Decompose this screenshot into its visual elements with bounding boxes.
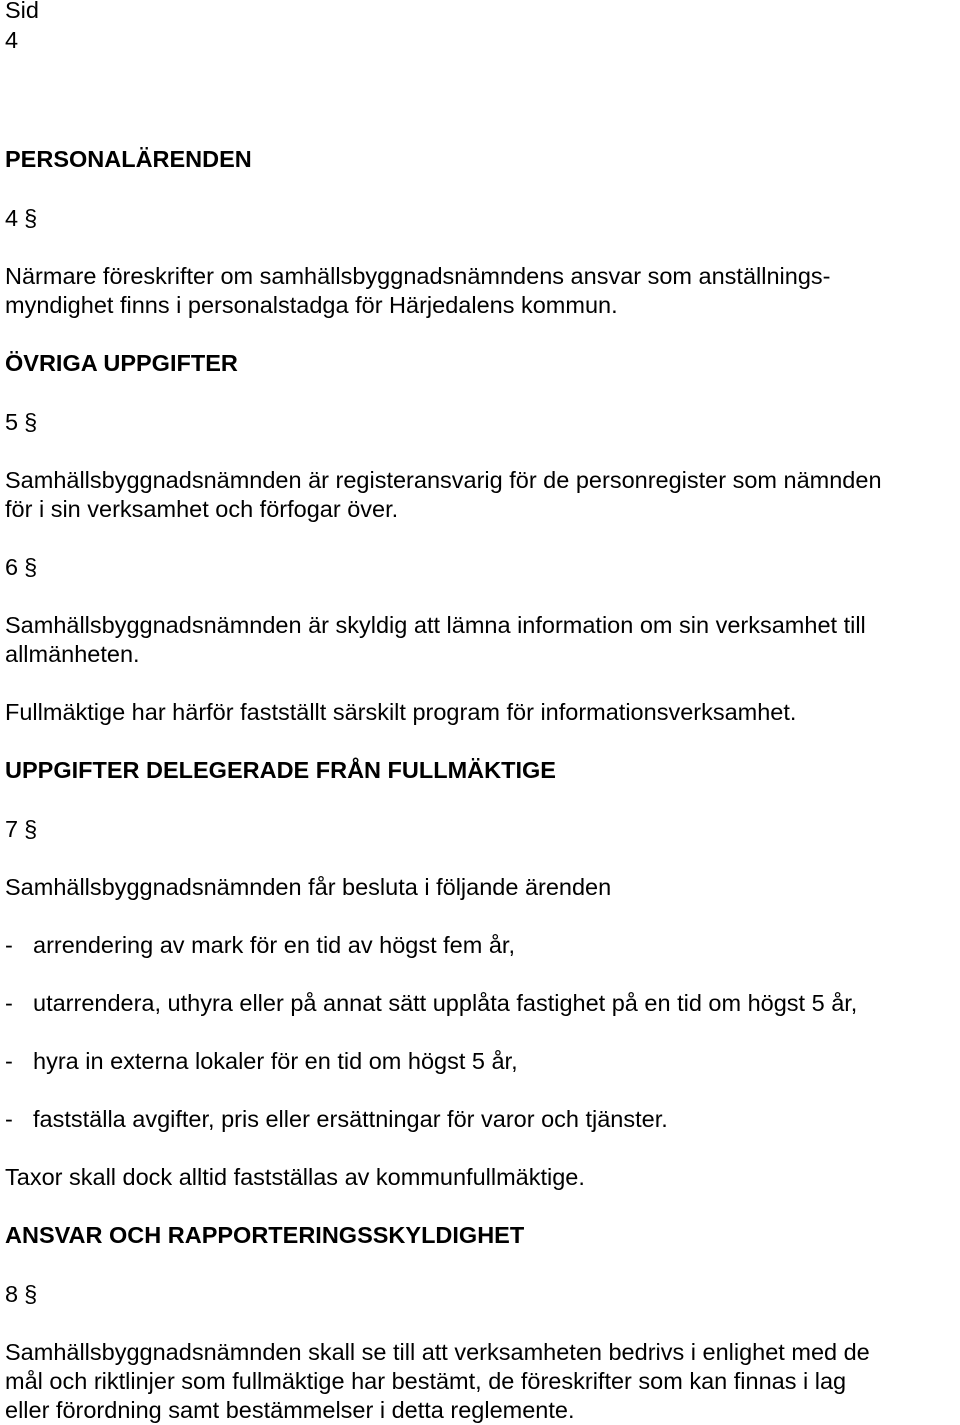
page-header-label: Sid (5, 0, 39, 23)
list-item-text: utarrendera, uthyra eller på annat sätt upplåta fastighet på en tid om högst 5 år, (33, 990, 858, 1016)
list-item-text: hyra in externa lokaler för en tid om högst 5 år, (33, 1048, 518, 1074)
section-heading-uppgifter-delegerade: UPPGIFTER DELEGERADE FRÅN FULLMÄKTIGE (5, 757, 556, 783)
paragraph-sign: § (24, 554, 38, 580)
paragraph-sign: § (24, 205, 38, 231)
list-dash: - (5, 1106, 13, 1132)
body-text-line: Samhällsbyggnadsnämnden är registeransvarig för de personregister som nämnden (5, 467, 882, 493)
list-item (5, 1047, 518, 1076)
list-item (5, 989, 857, 1018)
paragraph-number-4 (5, 204, 37, 233)
body-text-note: Taxor skall dock alltid fastställas av kommunfullmäktige. (5, 1164, 585, 1190)
body-text-line: Närmare föreskrifter om samhällsbyggnadsnämndens ansvar som anställnings- (5, 263, 831, 289)
body-text-line: allmänheten. (5, 641, 140, 667)
body-text-line: myndighet finns i personalstadga för Härjedalens kommun. (5, 292, 618, 318)
paragraph-number: 5 (5, 409, 19, 435)
list-item (5, 931, 515, 960)
section-heading-personalarenden: PERSONALÄRENDEN (5, 146, 252, 172)
list-item-text: arrendering av mark för en tid av högst fem år, (33, 932, 515, 958)
body-text-line: eller förordning samt bestämmelser i detta reglemente. (5, 1397, 575, 1423)
paragraph-sign: § (24, 816, 38, 842)
paragraph-sign: § (24, 409, 38, 435)
body-text-intro: Samhällsbyggnadsnämnden får besluta i följande ärenden (5, 874, 612, 900)
list-dash: - (5, 932, 13, 958)
paragraph-number-6 (5, 553, 37, 582)
paragraph-number: 7 (5, 816, 19, 842)
paragraph-number: 8 (5, 1281, 19, 1307)
body-text-line: mål och riktlinjer som fullmäktige har bestämt, de föreskrifter som kan finnas i lag (5, 1368, 847, 1394)
section-heading-ovriga-uppgifter: ÖVRIGA UPPGIFTER (5, 350, 238, 376)
list-item-text: fastställa avgifter, pris eller ersättningar för varor och tjänster. (33, 1106, 668, 1132)
body-text-note: Fullmäktige har härför fastställt särskilt program för informationsverksamhet. (5, 699, 797, 725)
paragraph-number-5 (5, 408, 37, 437)
paragraph-sign: § (24, 1281, 38, 1307)
paragraph-number-8 (5, 1280, 37, 1309)
list-dash: - (5, 990, 13, 1016)
section-heading-ansvar: ANSVAR OCH RAPPORTERINGSSKYLDIGHET (5, 1222, 525, 1248)
paragraph-number-7 (5, 815, 37, 844)
body-text-line: Samhällsbyggnadsnämnden skall se till att verksamheten bedrivs i enlighet med de (5, 1339, 870, 1365)
body-text-line: Samhällsbyggnadsnämnden är skyldig att lämna information om sin verksamhet till (5, 612, 866, 638)
paragraph-number: 6 (5, 554, 19, 580)
list-item (5, 1105, 668, 1134)
page-header-number: 4 (5, 27, 19, 53)
paragraph-number: 4 (5, 205, 19, 231)
body-text-line: för i sin verksamhet och förfogar över. (5, 496, 399, 522)
list-dash: - (5, 1048, 13, 1074)
